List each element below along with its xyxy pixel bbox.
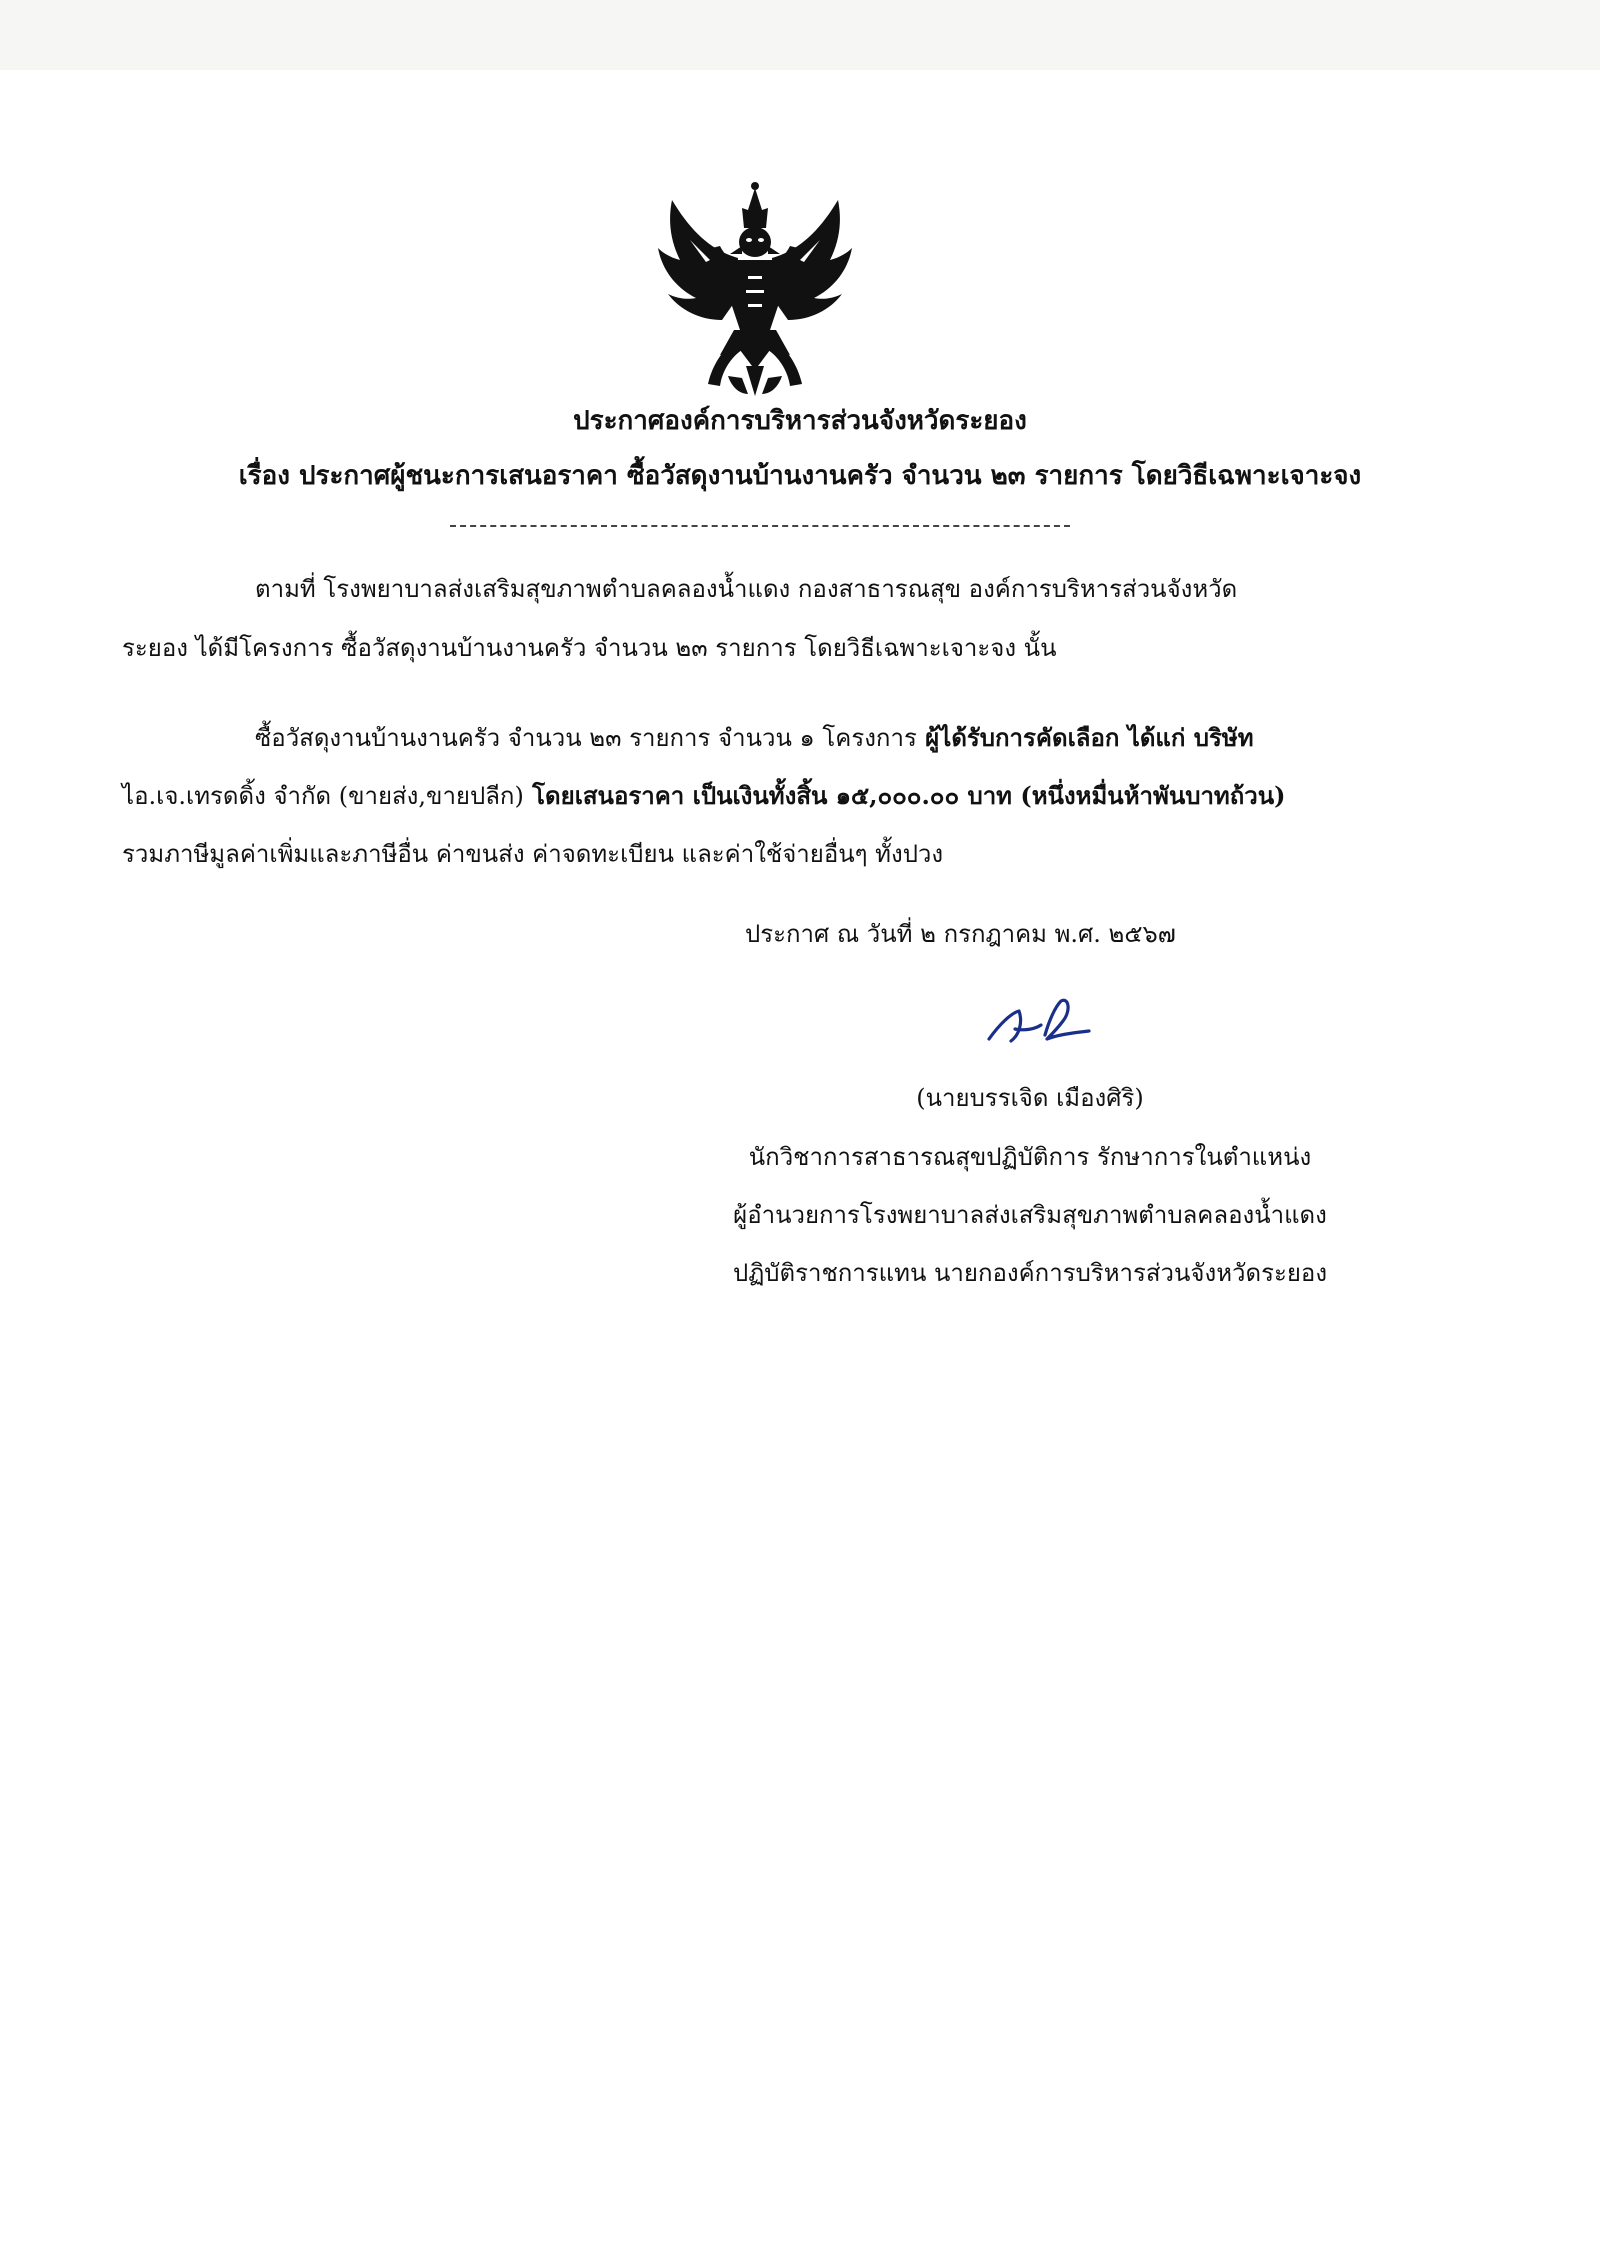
paragraph2-line1 bbox=[255, 722, 1254, 754]
signatory-position-1: นักวิชาการสาธารณสุขปฏิบัติการ รักษาการในตำแหน่ง bbox=[748, 1143, 1312, 1171]
scan-top-band bbox=[0, 0, 1600, 70]
paragraph2-line2 bbox=[122, 780, 1286, 812]
garuda-emblem-icon bbox=[650, 180, 860, 400]
organization-title: ประกาศองค์การบริหารส่วนจังหวัดระยอง bbox=[573, 406, 1027, 436]
paragraph2-line3: รวมภาษีมูลค่าเพิ่มและภาษีอื่น ค่าขนส่ง ค่าจดทะเบียน และค่าใช้จ่ายอื่นๆ ทั้งปวง bbox=[122, 840, 944, 868]
paragraph1-line1: ตามที่ โรงพยาบาลส่งเสริมสุขภาพตำบลคลองน้ำแดง กองสาธารณสุข องค์การบริหารส่วนจังหวัด bbox=[255, 575, 1238, 603]
signatory-name: (นายบรรเจิด เมืองศิริ) bbox=[916, 1084, 1144, 1112]
dashed-divider bbox=[450, 525, 1070, 527]
paragraph1-line2: ระยอง ได้มีโครงการ ซื้อวัสดุงานบ้านงานครัว จำนวน ๒๓ รายการ โดยวิธีเฉพาะเจาะจง นั้น bbox=[122, 634, 1057, 662]
signatory-position-3: ปฏิบัติราชการแทน นายกองค์การบริหารส่วนจังหวัดระยอง bbox=[732, 1259, 1328, 1287]
paragraph2-line1-bold: ผู้ได้รับการคัดเลือก ได้แก่ บริษัท bbox=[916, 723, 1254, 752]
paragraph2-line1-text: ซื้อวัสดุงานบ้านงานครัว จำนวน ๒๓ รายการ จำนวน ๑ โครงการ bbox=[255, 724, 917, 752]
paragraph2-line2-text: ไอ.เจ.เทรดดิ้ง จำกัด (ขายส่ง,ขายปลีก) bbox=[122, 782, 524, 810]
signatory-position-2: ผู้อำนวยการโรงพยาบาลส่งเสริมสุขภาพตำบลคลองน้ำแดง bbox=[733, 1201, 1327, 1229]
paragraph2-line2-bold: โดยเสนอราคา เป็นเงินทั้งสิ้น ๑๕,๐๐๐.๐๐ บาท (หนึ่งหมื่นห้าพันบาทถ้วน) bbox=[523, 781, 1286, 810]
handwritten-signature bbox=[985, 995, 1095, 1050]
announcement-date: ประกาศ ณ วันที่ ๒ กรกฎาคม พ.ศ. ๒๕๖๗ bbox=[745, 920, 1176, 948]
subject-title: เรื่อง ประกาศผู้ชนะการเสนอราคา ซื้อวัสดุงานบ้านงานครัว จำนวน ๒๓ รายการ โดยวิธีเฉพาะเจาะจง bbox=[238, 461, 1362, 491]
